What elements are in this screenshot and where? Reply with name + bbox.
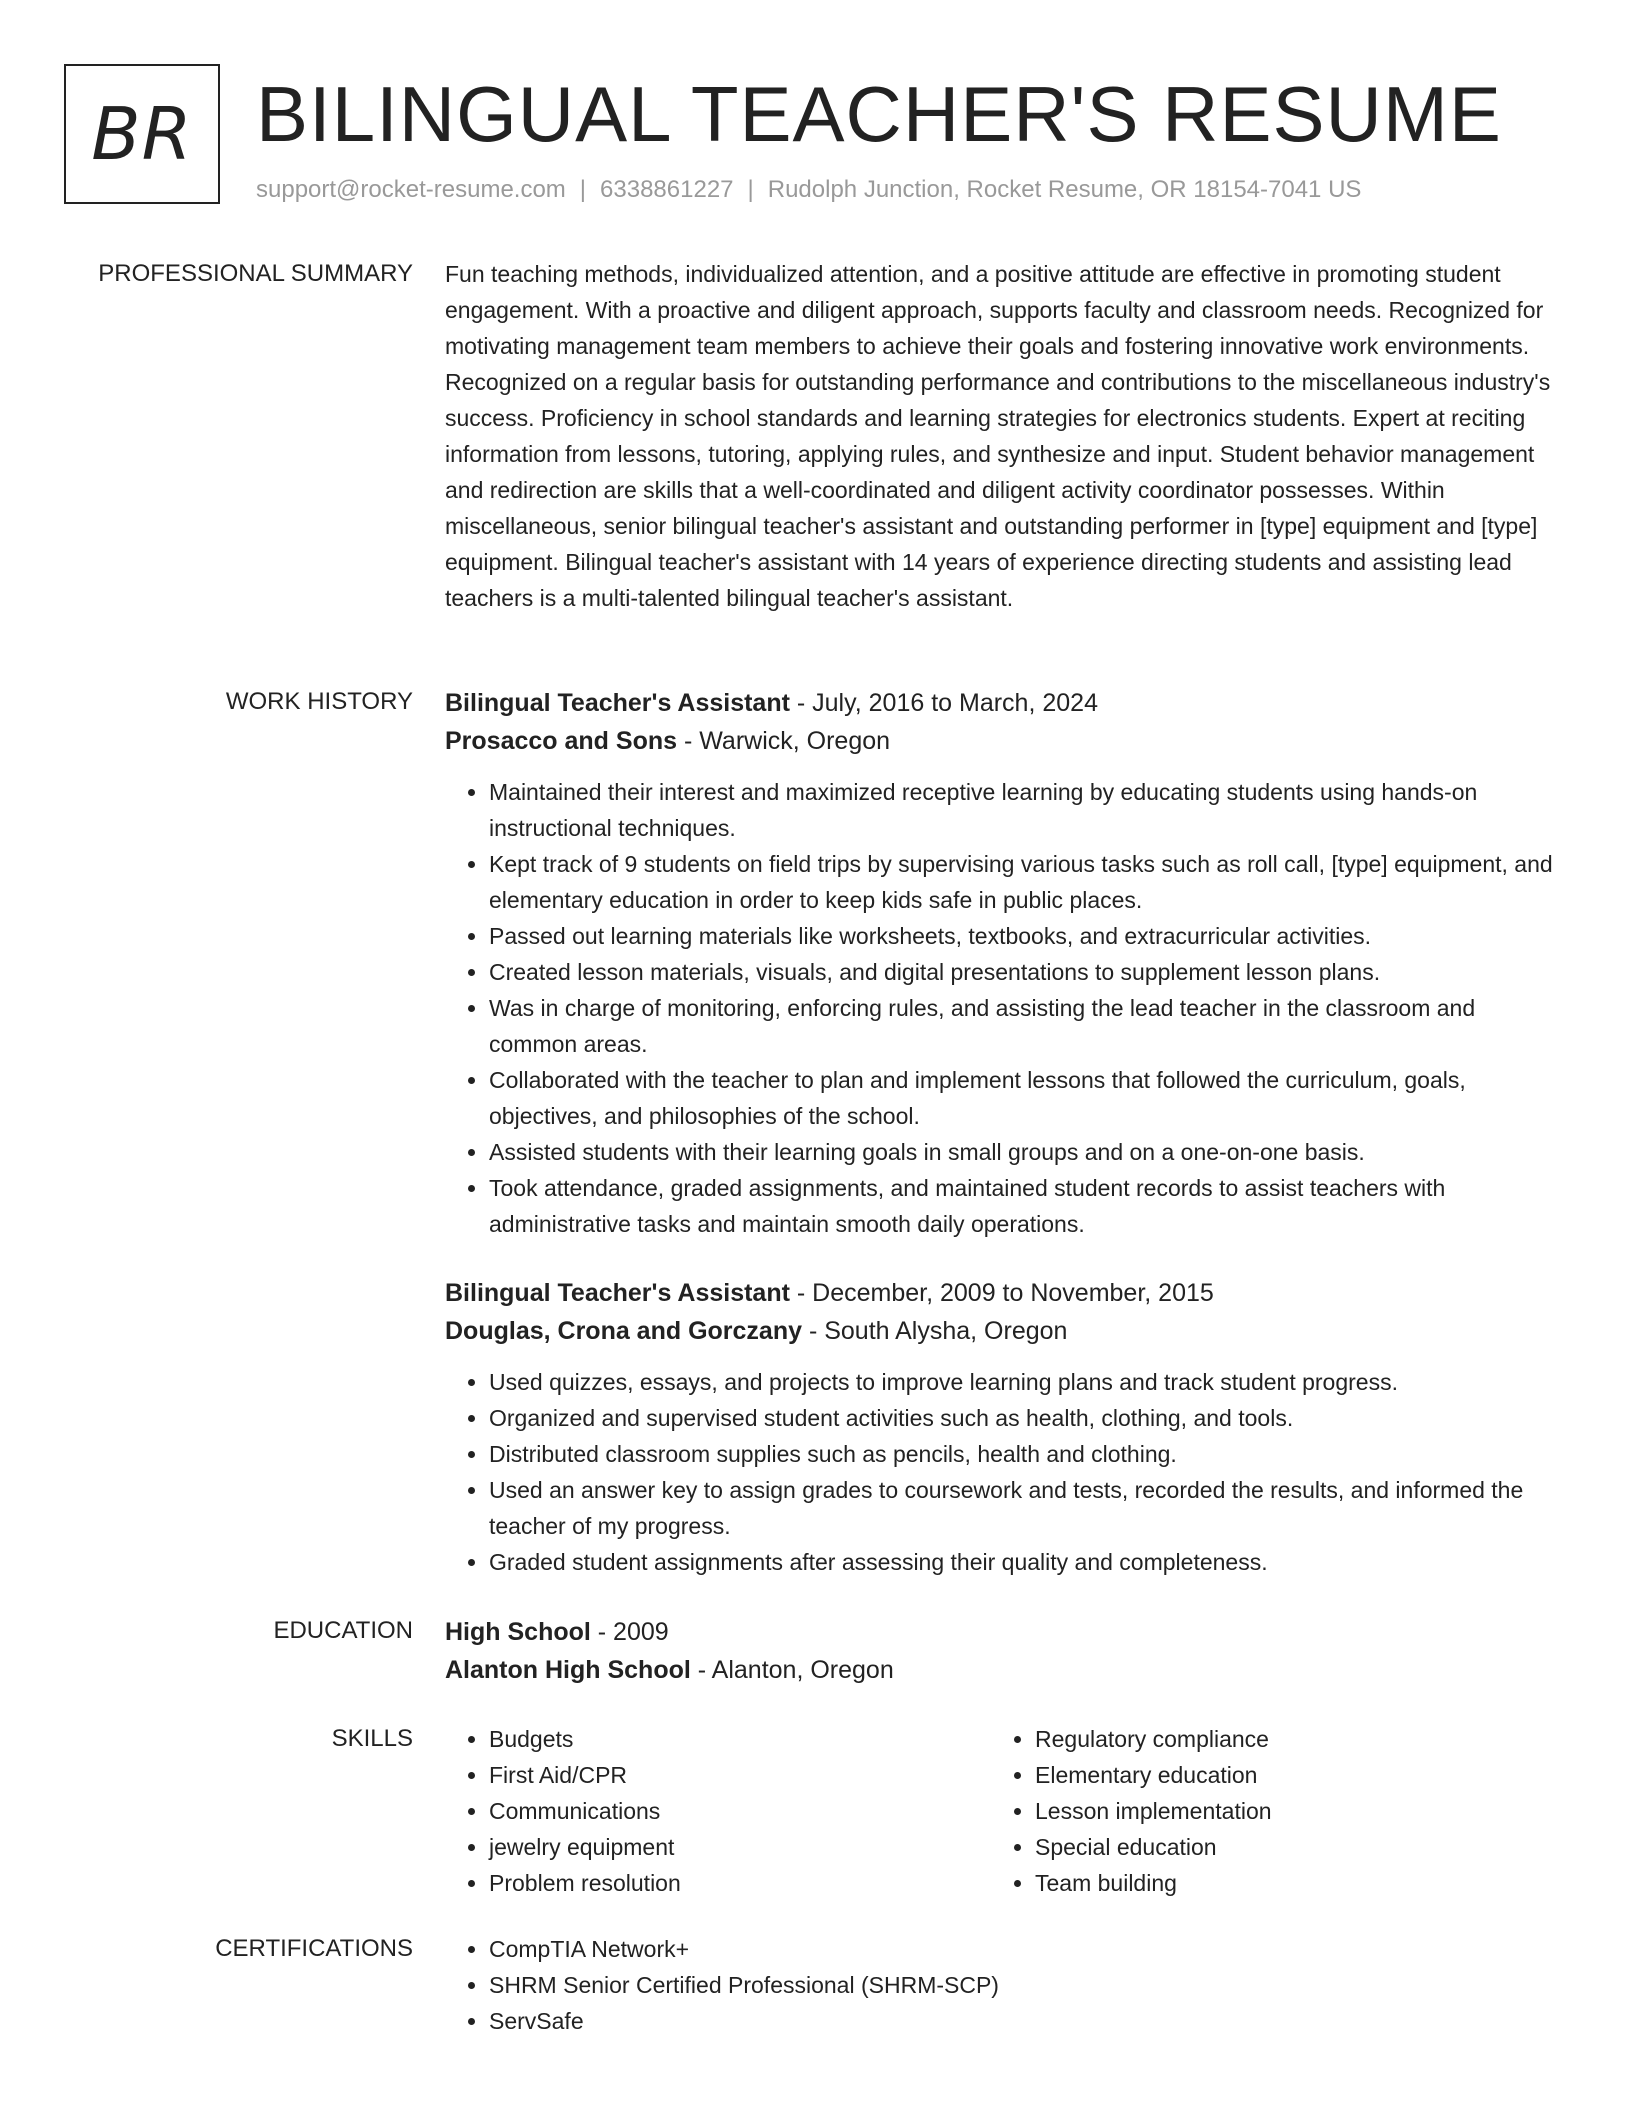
job-role: Bilingual Teacher's Assistant (445, 1279, 790, 1307)
section-title-work-history: WORK HISTORY (225, 688, 413, 715)
education-body (445, 1613, 1560, 1689)
certification-item: • ServSafe (489, 2003, 1560, 2039)
skill-item: • Elementary education (1035, 1757, 1537, 1793)
certification-item: • SHRM Senior Certified Professional (SHRM-SCP) (489, 1967, 1560, 2003)
job-company-line (445, 722, 1560, 760)
education-location: - Alanton, Oregon (690, 1656, 894, 1684)
education-school: Alanton High School (445, 1656, 691, 1684)
job-bullet: • Took attendance, graded assignments, and maintained student records to assist teachers with administrative tasks and maintain smooth daily operations. (489, 1170, 1560, 1242)
job-bullets (445, 1364, 1560, 1580)
skills-body (445, 1721, 1560, 1901)
job-title-line (445, 684, 1560, 722)
job-entry (445, 684, 1560, 1242)
contact-separator: | (747, 176, 754, 203)
contact-line (256, 174, 1361, 206)
skill-item: • Team building (1035, 1865, 1537, 1901)
skill-item: • First Aid/CPR (489, 1757, 991, 1793)
skills-grid (445, 1721, 1560, 1901)
education-school-line (445, 1651, 1560, 1689)
job-bullet: • Was in charge of monitoring, enforcing rules, and assisting the lead teacher in the classroom and common areas. (489, 990, 1560, 1062)
job-bullet: • Used quizzes, essays, and projects to improve learning plans and track student progress. (489, 1364, 1560, 1400)
skills-list (991, 1721, 1537, 1901)
job-bullet: • Collaborated with the teacher to plan and implement lessons that followed the curriculum, goals, objectives, and philosophies of the school. (489, 1062, 1560, 1134)
education-year: - 2009 (590, 1618, 669, 1646)
job-company-line (445, 1312, 1560, 1350)
job-bullet: • Distributed classroom supplies such as pencils, health and clothing. (489, 1436, 1560, 1472)
certification-item: • CompTIA Network+ (489, 1931, 1560, 1967)
skill-item: • Lesson implementation (1035, 1793, 1537, 1829)
certifications-list (445, 1931, 1560, 2039)
work-history-body (445, 684, 1560, 1580)
skill-item: • Budgets (489, 1721, 991, 1757)
job-entry (445, 1274, 1560, 1580)
job-location: - Warwick, Oregon (677, 727, 891, 755)
job-bullet: • Maintained their interest and maximized receptive learning by educating students using hands-on instructional techniques. (489, 774, 1560, 846)
job-bullet: • Graded student assignments after assessing their quality and completeness. (489, 1544, 1560, 1580)
skills-list (445, 1721, 991, 1901)
skills-column-right (991, 1721, 1537, 1901)
education-degree: High School (445, 1618, 591, 1646)
contact-address: Rudolph Junction, Rocket Resume, OR 18154-7041 US (767, 176, 1362, 203)
contact-phone[interactable]: 6338861227 (600, 176, 734, 203)
job-role: Bilingual Teacher's Assistant (445, 689, 790, 717)
job-company: Douglas, Crona and Gorczany (445, 1317, 803, 1345)
job-bullet: • Assisted students with their learning goals in small groups and on a one-on-one basis. (489, 1134, 1560, 1170)
section-title-summary: PROFESSIONAL SUMMARY (98, 260, 413, 287)
section-title-certifications: CERTIFICATIONS (215, 1935, 413, 1962)
skill-item: • Special education (1035, 1829, 1537, 1865)
section-title-skills: SKILLS (331, 1725, 413, 1752)
job-company: Prosacco and Sons (445, 727, 678, 755)
skill-item: • Communications (489, 1793, 991, 1829)
job-dates: - July, 2016 to March, 2024 (789, 689, 1098, 717)
section-title-education: EDUCATION (273, 1617, 413, 1644)
contact-separator: | (579, 176, 587, 203)
page-title: BILINGUAL TEACHER'S RESUME (256, 70, 1502, 158)
summary-body (445, 256, 1560, 616)
skill-item: • jewelry equipment (489, 1829, 991, 1865)
job-bullets (445, 774, 1560, 1242)
education-degree-line (445, 1613, 1560, 1651)
job-title-line (445, 1274, 1560, 1312)
summary-text: Fun teaching methods, individualized attention, and a positive attitude are effective in promoting student engagement. With a proactive and diligent approach, supports faculty and classroom needs. Recognized for motivating management team members to achieve their goals and fostering innovative work environments. Recognized on a regular basis for outstanding performance and contributions to the miscellaneous industry's success. Proficiency in school standards and learning strategies for electronics students. Expert at reciting information from lessons, tutoring, applying rules, and synthesize and input. Student behavior management and redirection are skills that a well-coordinated and diligent activity coordinator possesses. Within miscellaneous, senior bilingual teacher's assistant and outstanding performer in [type] equipment and [type] equipment. Bilingual teacher's assistant with 14 years of experience directing students and assisting lead teachers is a multi-talented bilingual teacher's assistant. (445, 261, 1551, 611)
job-bullet: • Used an answer key to assign grades to coursework and tests, recorded the results, and informed the teacher of my progress. (489, 1472, 1560, 1544)
job-location: - South Alysha, Oregon (802, 1317, 1068, 1345)
job-bullet: • Organized and supervised student activities such as health, clothing, and tools. (489, 1400, 1560, 1436)
job-dates: - December, 2009 to November, 2015 (789, 1279, 1214, 1307)
skills-column-left (445, 1721, 991, 1901)
monogram-badge: BR (64, 64, 220, 204)
contact-email[interactable]: support@rocket-resume.com (256, 176, 566, 203)
skill-item: • Problem resolution (489, 1865, 991, 1901)
skill-item: • Regulatory compliance (1035, 1721, 1537, 1757)
resume-header (64, 64, 1572, 208)
certifications-body (445, 1931, 1560, 2039)
job-bullet: • Created lesson materials, visuals, and digital presentations to supplement lesson plans. (489, 954, 1560, 990)
job-bullet: • Kept track of 9 students on field trips by supervising various tasks such as roll call, [type] equipment, and elementary education in order to keep kids safe in public places. (489, 846, 1560, 918)
job-bullet: • Passed out learning materials like worksheets, textbooks, and extracurricular activities. (489, 918, 1560, 954)
